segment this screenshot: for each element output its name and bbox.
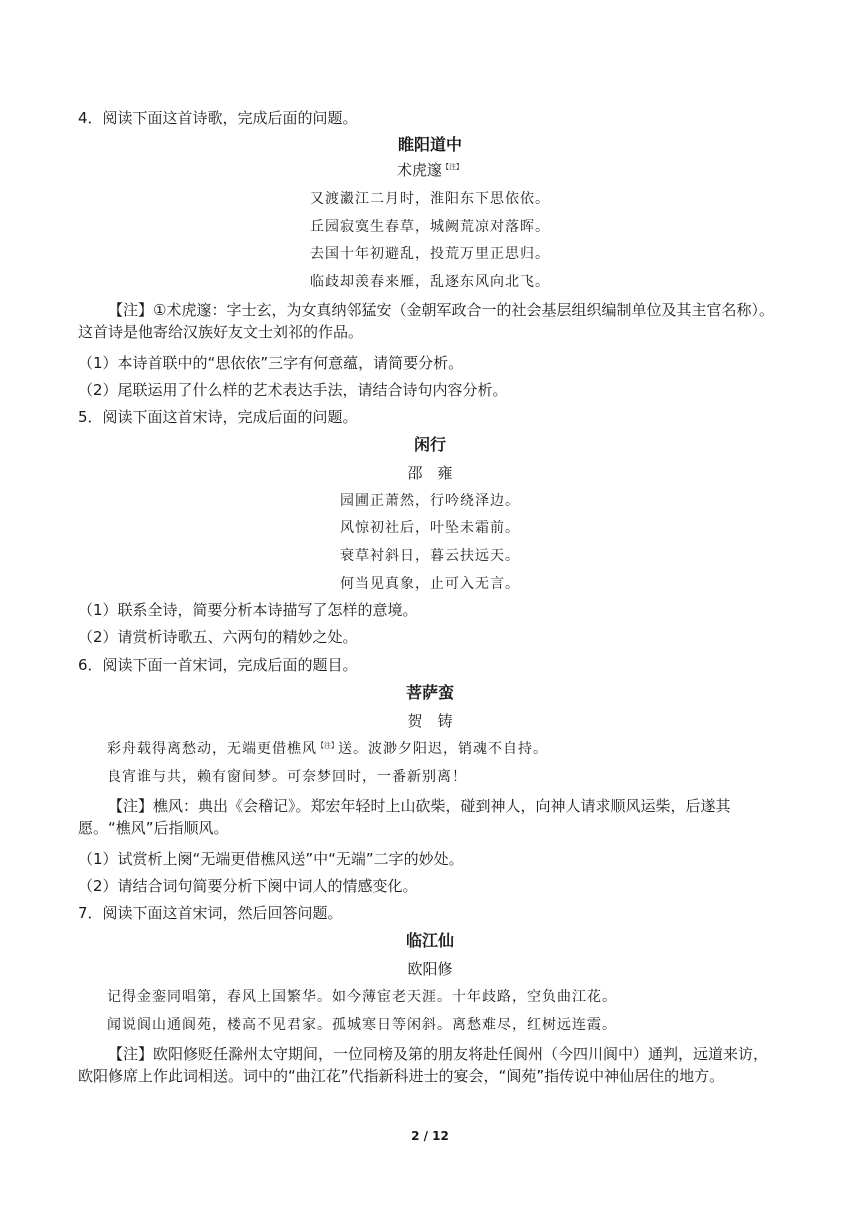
q6-note-mark: 【注】: [317, 741, 338, 750]
q5-poem-title: 闲行: [413, 435, 446, 454]
q4-poem-title: 睢阳道中: [397, 135, 462, 154]
q5-prompt: 5．阅读下面这首宋诗，完成后面的问题。: [78, 408, 358, 426]
q4-verse-line: 丘园寂寞生春草，城阙荒凉对落晖。: [310, 219, 550, 235]
q7-prompt: 7．阅读下面这首宋词，然后回答问题。: [78, 904, 343, 922]
q4-prompt: 4．阅读下面这首诗歌，完成后面的问题。: [78, 109, 358, 127]
q7-ci-line-2: 闻说阆山通阆苑，楼高不见君家。孤城寒日等闲斜。离愁难尽，红树远连霞。: [107, 1017, 617, 1033]
q4-verse-line: 临歧却羡春来雁，乱逐东风向北飞。: [310, 274, 550, 290]
q4-annotation: 【注】①术虎邃：字士玄，为女真纳邻猛安（金朝军政合一的社会基层组织编制单位及其主官名称）。这首诗是他寄给汉族好友文士刘祁的作品。: [78, 301, 774, 341]
q5-verse-line: 衰草衬斜日，暮云扶远天。: [340, 548, 520, 564]
q4-question-2: （2）尾联运用了什么样的艺术表达手法，请结合诗句内容分析。: [78, 381, 508, 399]
q4-verse-line: 去国十年初避乱，投荒万里正思归。: [310, 246, 550, 262]
q6-prompt: 6．阅读下面一首宋词，完成后面的题目。: [78, 656, 358, 674]
q6-poem-title: 菩萨蛮: [405, 683, 454, 702]
q5-question-2: （2）请赏析诗歌五、六两句的精妙之处。: [78, 628, 358, 646]
q4-question-1: （1）本诗首联中的“思依依”三字有何意蕴，请简要分析。: [78, 354, 464, 372]
q6-question-2: （2）请结合词句简要分析下阕中词人的情感变化。: [78, 877, 418, 895]
q6-annotation: 【注】樵风：典出《会稽记》。郑宏年轻时上山砍柴，碰到神人，向神人请求顺风运柴，后遂其愿。“樵风”后指顺风。: [78, 797, 731, 837]
q5-verse-line: 园圃正萧然，行吟绕泽边。: [340, 493, 520, 509]
q7-ci-line-1: 记得金銮同唱第，春风上国繁华。如今薄宦老天涯。十年歧路，空负曲江花。: [107, 989, 617, 1005]
q7-annotation: 【注】欧阳修贬任滁州太守期间，一位同榜及第的朋友将赴任阆州（今四川阆中）通判，远道来访，欧阳修席上作此词相送。词中的“曲江花”代指新科进士的宴会，“阆苑”指传说中神仙居住的地方。: [78, 1045, 769, 1085]
q7-poem-title: 临江仙: [405, 931, 454, 950]
page-number: 2 / 12: [411, 1129, 449, 1143]
q5-verse-line: 何当见真象，止可入无言。: [340, 576, 520, 592]
q4-author-note-mark: 【注】: [442, 163, 463, 171]
q6-poem-author: 贺 铸: [407, 712, 453, 730]
q6-ci-line-2: 良宵谁与共，赖有窗间梦。可奈梦回时，一番新别离！: [107, 769, 467, 785]
q6-question-1: （1）试赏析上阕“无端更借樵风送”中“无端”二字的妙处。: [78, 850, 464, 868]
q4-verse-line: 又渡瀫江二月时，淮阳东下思依依。: [310, 191, 550, 207]
q5-poem-author: 邵 雍: [407, 464, 453, 482]
q7-poem-author: 欧阳修: [407, 960, 453, 978]
q5-verse-line: 风惊初社后，叶坠未霜前。: [340, 520, 520, 536]
q6-ci-line-1: 彩舟载得离愁动，无端更借樵风$^{【注】}$送。波渺夕阳迟，销魂不自持。: [107, 741, 548, 757]
q5-question-1: （1）联系全诗，简要分析本诗描写了怎样的意境。: [78, 601, 418, 619]
q4-poem-author: 术虎邃$^{【注】}$: [396, 161, 463, 179]
